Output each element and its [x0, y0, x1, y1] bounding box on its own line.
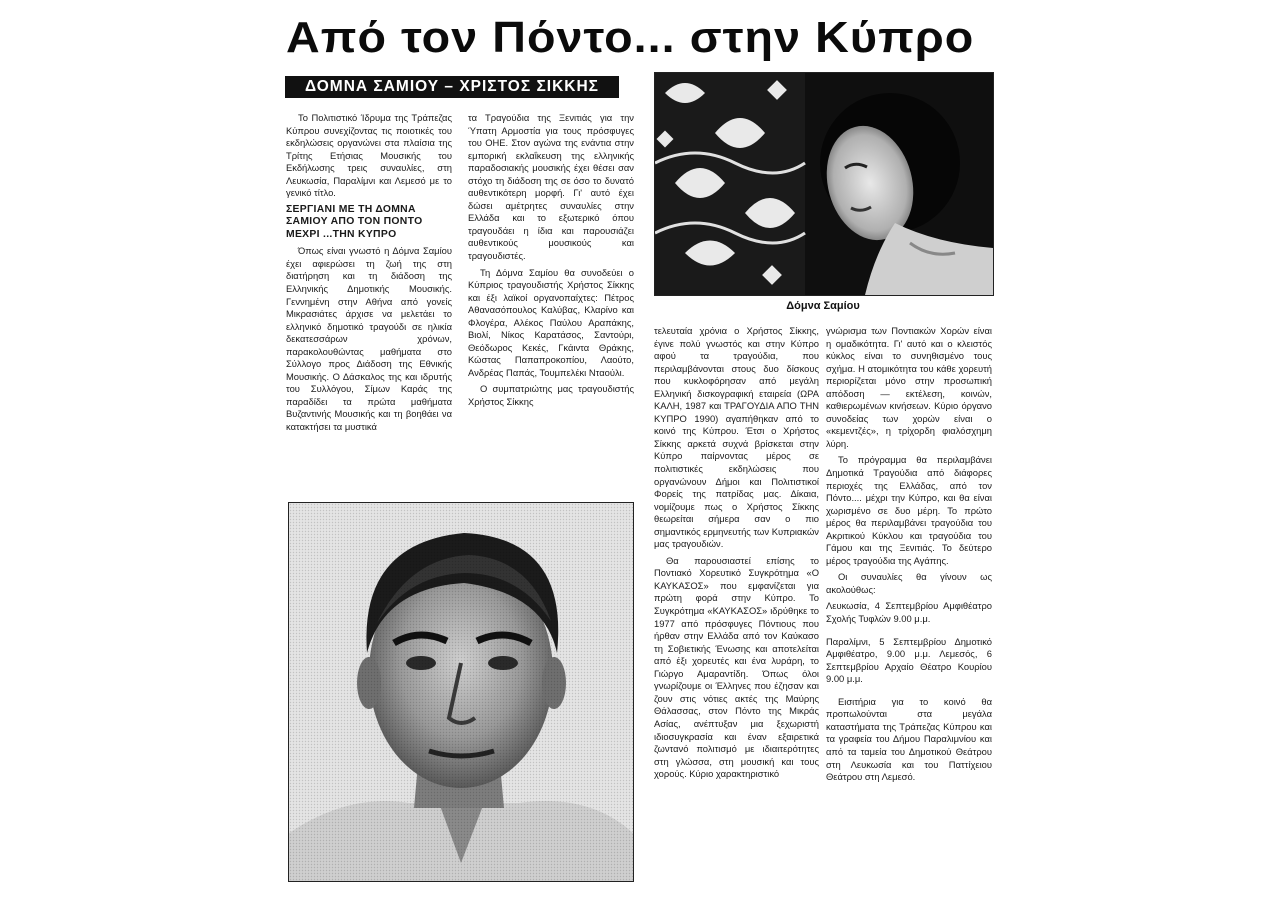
- column-2-paragraph: τα Τραγούδια της Ξενιτιάς για την Ύπατη Αρμοστία για τους πρόσφυγες του ΟΗΕ. Στον αγώνα της ενάντια στην εμπορική εκλαΐκευση της ελληνικής παραδοσιακής μουσικής έχει θέσει σαν στόχο τη διάδοση της σε όσο το δυνατό αυθεντικότερη μορφή. Γι' αυτό έχει δώσει αμέτρητες συναυλίες στην Ελλάδα και το εξωτερικό όπου τραγουδάει η ίδια και παρουσιάζει αυθεντικούς μουσικούς και τραγουδιστές.: [468, 112, 634, 262]
- column-2-paragraph: Ο συμπατριώτης μας τραγουδιστής Χρήστος Σίκκης: [468, 383, 634, 408]
- column-3-paragraph: Θα παρουσιαστεί επίσης το Ποντιακό Χορευτικό Συγκρότημα «Ο ΚΑΥΚΑΣΟΣ» που εμφανίζεται για πρώτη φορά στην Κύπρο. Το Συγκρότημα «ΚΑΥΚΑΣΟΣ» ιδρύθηκε το 1977 από πρόσφυγες Πόντιους που ήρθαν στην Ελλάδα από τον Καύκασο τη Σοβιετικής Ένωσης και αποτελείται από έξι χορευτές και ένα λυράρη, το Γιώργο Αμαραντίδη. Όπως όλοι γνωρίζουμε οι Έλληνες που έζησαν και ζουν στις νότιες ακτές της Μαύρης Θάλασσας, στον Πόντο της Μικράς Ασίας, ανέπτυξαν μια ξεχωριστή ιδιοσυγκρασία και έναν εξαιρετικά ζωντανό πολιτισμό με ιδιαιτερότητες στη γλώσσα, στη μουσική και τους χορούς. Κύριο χαρακτηριστικό: [654, 554, 819, 780]
- portrait-photo-christos-sikkis: [288, 502, 634, 882]
- article-column-2: [468, 112, 634, 492]
- article-column-4: [826, 325, 992, 890]
- column-4-paragraph: Οι συναυλίες θα γίνουν ως ακολούθως:: [826, 571, 992, 595]
- concert-schedule: Παραλίμνι, 5 Σεπτεμβρίου Δημοτικό Αμφιθέατρο, 9.00 μ.μ. Λεμεσός, 6 Σεπτεμβρίου Αρχαίο Θέατρο Κουρίου 9.00 μ.μ.: [826, 635, 992, 685]
- column-4-paragraph: γνώρισμα των Ποντιακών Χορών είναι η ομαδικότητα. Γι' αυτό και ο κλειστός κύκλος είναι το συνηθισμένο τους σχήμα. Η ατομικότητα του κάθε χορευτή περιορίζεται μόνο στην προσωπική απόδοση — εκτέλεση, κοινών, καθιερωμένων κινήσεων. Κύριο όργανο συνοδείας των χορών είναι ο «κεμεντζές», η τρίχορδη φιαλόσχημη λύρη.: [826, 325, 992, 449]
- article-subheadline: ΔΟΜΝΑ ΣΑΜΙΟΥ – ΧΡΙΣΤΟΣ ΣΙΚΚΗΣ: [285, 76, 619, 98]
- column-4-paragraph: Εισιτήρια για το κοινό θα προπωλούνται στα μεγάλα καταστήματα της Τράπεζας Κύπρου και τα γραφεία του Δήμου Παραλιμνίου και από τα ταμεία του Δημοτικού Θεάτρου στη Λευκωσία και του Παττίχειου Θεάτρου στη Λεμεσό.: [826, 695, 992, 783]
- column-3-paragraph: τελευταία χρόνια ο Χρήστος Σίκκης, έγινε πολύ γνωστός και στην Κύπρο αφού τα τραγούδια, που περιλαμβάνονται στους δυο δίσκους που κυκλοφόρησαν από μεγάλη Ελληνική δισκογραφική εταιρεία (ΩΡΑ ΚΑΛΗ, 1987 και ΤΡΑΓΟΥΔΙΑ ΑΠΟ ΤΗΝ ΚΥΠΡΟ 1990) αγαπήθηκαν από το κοινό της Κύπρου. Έτσι ο Χρήστος Σίκκης αρκετά συχνά βρίσκεται στην Κύπρο παίρνοντας μέρος σε πολιτιστικές εκδηλώσεις που οργανώνουν Δήμοι και Πολιτιστικοί Φορείς της πατρίδας μας. Δίκαια, νομίζουμε πως ο Χρήστος Σίκκης θεωρείται σήμερα σαν ο πιο σημαντικός ερμηνευτής των Κυπριακών μας τραγουδιών.: [654, 325, 819, 550]
- portrait-photo-domna-samiou: [654, 72, 994, 296]
- column-1-paragraph: Όπως είναι γνωστό η Δόμνα Σαμίου έχει αφιερώσει τη ζωή της στη διατήρηση και τη διάδοση της Ελληνικής Δημοτικής Μουσικής. Γεννημένη στην Αθήνα από γονείς Μικρασιάτες άρχισε να μελετάει το ελληνικό δημοτικό τραγούδι σε ηλικία δεκατεσσάρων χρόνων, παρακολουθώντας μαθήματα στο Σύλλογο προς Διάδοση της Εθνικής Μουσικής. Ο Δάσκαλος της και ιδρυτής του Συλλόγου, Σίμων Καράς της παραδίδει τα πρώτα μαθήματα Βυζαντινής Μουσικής και τη βοηθάει να κατακτήσει τα μυστικά: [286, 245, 452, 432]
- column-1-paragraph: Το Πολιτιστικό Ίδρυμα της Τράπεζας Κύπρου συνεχίζοντας τις ποιοτικές του εκδηλώσεις οργανώνει στα πλαίσια της Τρίτης Ετήσιας Μουσικής του Εκδήλωσης τρεις συναυλίες, στη Λευκωσία, Παραλίμνι και Λεμεσό με το γενικό τίτλο.: [286, 112, 452, 199]
- section-heading: ΣΕΡΓΙΑΝΙ ΜΕ ΤΗ ΔΟΜΝΑ ΣΑΜΙΟΥ ΑΠΟ ΤΟΝ ΠΟΝΤΟ ΜΕΧΡΙ ...ΤΗΝ ΚΥΠΡΟ: [286, 203, 423, 240]
- portrait-image: [289, 503, 633, 881]
- portrait-image: [655, 73, 993, 295]
- concert-schedule: Λευκωσία, 4 Σεπτεμβρίου Αμφιθέατρο Σχολής Τυφλών 9.00 μ.μ.: [826, 600, 992, 625]
- column-4-paragraph: Το πρόγραμμα θα περιλαμβάνει Δημοτικά Τραγούδια από διάφορες περιοχές της Ελλάδας, από τον Πόντο.... μέχρι την Κύπρο, και θα είναι χωρισμένο σε δυο μέρη. Το πρώτο μέρος θα περιλαμβάνει τραγούδια του Ακριτικού Κύκλου και τραγούδια του Γάμου και της Ξενιτιάς. Το δεύτερο μέρος τραγούδια της Αγάπης.: [826, 454, 992, 566]
- column-2-paragraph: Τη Δόμνα Σαμίου θα συνοδεύει ο Κύπριος τραγουδιστής Χρήστος Σίκκης και έξι λαϊκοί οργανοπαίχτες: Πέτρος Αθανασόπουλος Καλύβας, Κλαρίνο και Φλογέρα, Αλέκος Παύλου Αραπάκης, Βιολί, Νίκος Καρατάσος, Σαντούρι, Θεόδωρος Κεκές, Γκάιντα Θράκης, Κώστας Παπαπροκοπίου, Λαούτο, Ανδρέας Παπάς, Τουμπελέκι Νταούλι.: [468, 266, 634, 378]
- article-column-1: [286, 112, 452, 490]
- article-column-3: [654, 325, 819, 890]
- photo-caption: Δόμνα Σαμίου: [786, 300, 860, 312]
- article-headline: Από τον Πόντο... στην Κύπρο: [286, 13, 975, 62]
